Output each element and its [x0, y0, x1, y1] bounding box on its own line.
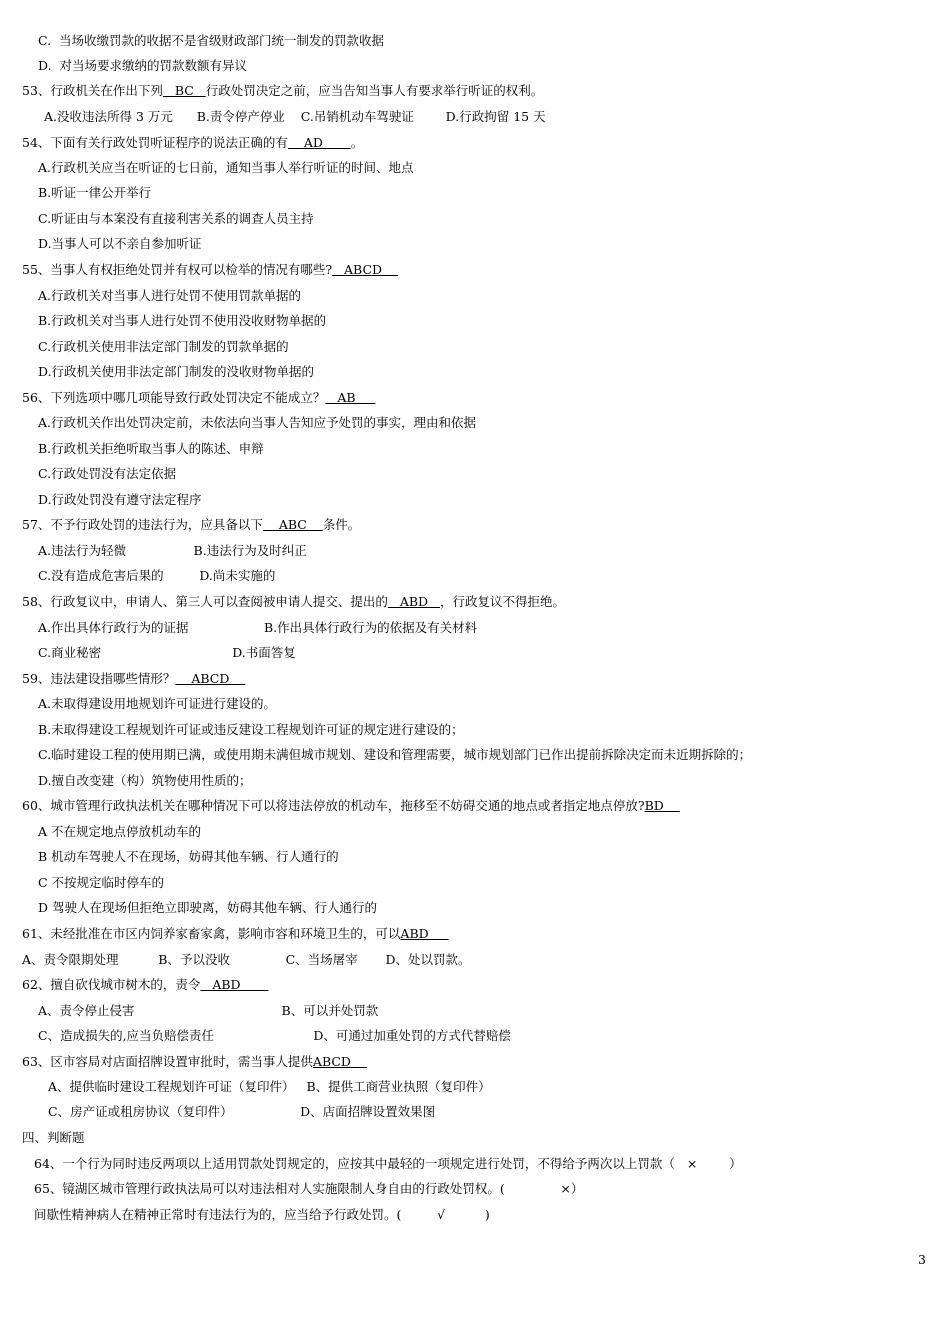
text-line	[38, 211, 314, 227]
text-line	[22, 977, 268, 993]
text-line	[38, 620, 477, 636]
line-text: B.听证一律公开举行	[38, 185, 152, 200]
line-text: A、责令限期处理 B、予以没收 C、当场屠宰 D、处以罚款。	[22, 952, 471, 967]
answer-blank: ABD	[200, 977, 269, 992]
text-line	[38, 364, 314, 380]
text-line	[38, 568, 275, 584]
line-text: B 机动车驾驶人不在现场，妨碍其他车辆、行人通行的	[38, 849, 339, 864]
line-text: 60、城市管理行政执法机关在哪种情况下可以将违法停放的机动车，拖移至不妨碍交通的地点或者指定地点停放?	[22, 798, 645, 813]
line-text: A、提供临时建设工程规划许可证（复印件） B、提供工商营业执照（复印件）	[48, 1079, 491, 1094]
text-line	[38, 339, 289, 355]
line-text: C.行政处罚没有法定依据	[38, 466, 177, 481]
text-line	[22, 798, 680, 814]
line-text: 64、一个行为同时违反两项以上适用罚款处罚规定的，应按其中最轻的一项规定进行处罚，不得给予两次以上罚款（ × ）	[34, 1156, 742, 1171]
line-text: 55、当事人有权拒绝处罚并有权可以检举的情况有哪些?	[22, 262, 333, 277]
answer-blank: ABD	[400, 926, 449, 941]
line-text: 59、违法建设指哪些情形？	[22, 671, 176, 686]
text-line	[22, 517, 360, 533]
line-text: 53、行政机关在作出下列	[22, 83, 163, 98]
line-text: A.行政机关对当事人进行处罚不使用罚款单据的	[38, 288, 302, 303]
line-text: A.行政机关作出处罚决定前，未依法向当事人告知应予处罚的事实，理由和依据	[38, 415, 477, 430]
text-line	[38, 824, 201, 840]
line-text: 63、区市容局对店面招牌设置审批时，需当事人提供	[22, 1054, 313, 1069]
text-line	[38, 875, 164, 891]
text-line	[22, 262, 398, 278]
line-text: C. 当场收缴罚款的收据不是省级财政部门统一制发的罚款收据	[38, 33, 385, 48]
text-line	[34, 1207, 490, 1223]
answer-blank: ABCD	[312, 1054, 367, 1069]
line-text: A.行政机关应当在听证的七日前，通知当事人举行听证的时间、地点	[38, 160, 414, 175]
line-text: D.当事人可以不亲自参加听证	[38, 236, 202, 251]
text-line	[38, 288, 301, 304]
text-line	[38, 415, 476, 431]
line-text: A.没收违法所得 3 万元 B.责令停产停业 C.吊销机动车驾驶证 D.行政拘留 15 天	[44, 109, 546, 124]
text-line	[22, 926, 449, 942]
text-line	[38, 313, 326, 329]
answer-blank: BC	[162, 83, 206, 98]
text-line	[38, 722, 464, 738]
text-line	[34, 1181, 583, 1197]
text-line	[22, 83, 543, 99]
line-text: C、造成损失的,应当负赔偿责任 D、可通过加重处罚的方式代替赔偿	[38, 1028, 511, 1043]
text-line	[22, 594, 565, 610]
line-text: 65、镜湖区城市管理行政执法局可以对违法相对人实施限制人身自由的行政处罚权。( ×）	[34, 1181, 584, 1196]
text-line	[38, 441, 264, 457]
line-text: A、责令停止侵害 B、可以并处罚款	[38, 1003, 379, 1018]
line-text: D 驾驶人在现场但拒绝立即驶离，妨碍其他车辆、行人通行的	[38, 900, 377, 915]
answer-blank: BD	[644, 798, 680, 813]
page-number: 3	[918, 1252, 926, 1267]
line-text: D. 对当场要求缴纳的罚款数额有异议	[38, 58, 247, 73]
text-line	[38, 1003, 378, 1019]
line-text: C、房产证或租房协议（复印件） D、店面招牌设置效果图	[48, 1104, 436, 1119]
text-line	[34, 1156, 742, 1172]
line-text: 间歇性精神病人在精神正常时有违法行为的，应当给予行政处罚。( √ )	[34, 1207, 490, 1222]
text-line	[22, 952, 470, 968]
text-line	[38, 543, 307, 559]
line-text: ，行政复议不得拒绝。	[440, 594, 566, 609]
text-line	[38, 58, 247, 74]
text-line	[38, 492, 202, 508]
line-text: 54、下面有关行政处罚听证程序的说法正确的有	[22, 135, 288, 150]
text-line	[22, 671, 245, 687]
text-line	[38, 466, 176, 482]
text-line	[38, 849, 339, 865]
line-text: 条件。	[322, 517, 361, 532]
line-text: A 不在规定地点停放机动车的	[38, 824, 202, 839]
text-line	[38, 773, 252, 789]
text-line	[38, 185, 151, 201]
text-line	[38, 747, 751, 763]
text-line	[48, 1104, 435, 1120]
line-text: 61、未经批准在市区内饲养家畜家禽，影响市容和环境卫生的，可以	[22, 926, 401, 941]
line-text: C.没有造成危害后果的 D.尚未实施的	[38, 568, 276, 583]
text-line	[38, 236, 202, 252]
line-text: B.行政机关拒绝听取当事人的陈述、申辩	[38, 441, 264, 456]
line-text: 62、擅自砍伐城市树木的，责令	[22, 977, 201, 992]
answer-blank: ABC	[262, 517, 323, 532]
line-text: 。	[350, 135, 364, 150]
line-text: C 不按规定临时停车的	[38, 875, 165, 890]
answer-blank: ABD	[387, 594, 440, 609]
text-line	[38, 900, 377, 916]
text-line	[38, 33, 384, 49]
text-line	[22, 1130, 85, 1146]
line-text: B.行政机关对当事人进行处罚不使用没收财物单据的	[38, 313, 327, 328]
line-text: B.未取得建设工程规划许可证或违反建设工程规划许可证的规定进行建设的；	[38, 722, 464, 737]
text-line	[22, 390, 375, 406]
line-text: D.擅自改变建（构）筑物使用性质的；	[38, 773, 252, 788]
text-line	[38, 645, 296, 661]
line-text: 行政处罚决定之前，应当告知当事人有要求举行听证的权利。	[205, 83, 544, 98]
line-text: A.作出具体行政行为的证据 B.作出具体行政行为的依据及有关材料	[38, 620, 478, 635]
line-text: C.行政机关使用非法定部门制发的罚款单据的	[38, 339, 289, 354]
answer-blank: ABCD	[175, 671, 246, 686]
line-text: 56、下列选项中哪几项能导致行政处罚决定不能成立？	[22, 390, 326, 405]
text-line	[44, 109, 546, 125]
line-text: 57、不予行政处罚的违法行为，应具备以下	[22, 517, 263, 532]
line-text: C.商业秘密 D.书面答复	[38, 645, 296, 660]
text-line	[22, 1054, 367, 1070]
answer-blank: AB	[325, 390, 376, 405]
line-text: 58、行政复议中，申请人、第三人可以查阅被申请人提交、提出的	[22, 594, 388, 609]
text-line	[38, 160, 414, 176]
line-text: D.行政处罚没有遵守法定程序	[38, 492, 202, 507]
answer-blank: AD	[287, 135, 351, 150]
line-text: C.临时建设工程的使用期已满，或使用期未满但城市规划、建设和管理需要，城市规划部门已作出提前拆除决定而未近期拆除的；	[38, 747, 752, 762]
text-line	[22, 135, 363, 151]
text-line	[48, 1079, 491, 1095]
line-text: 四、判断题	[22, 1130, 85, 1145]
text-line	[38, 1028, 511, 1044]
text-line	[38, 696, 276, 712]
line-text: A.违法行为轻微 B.违法行为及时纠正	[38, 543, 307, 558]
line-text: A.未取得建设用地规划许可证进行建设的。	[38, 696, 277, 711]
line-text: D.行政机关使用非法定部门制发的没收财物单据的	[38, 364, 315, 379]
answer-blank: ABCD	[332, 262, 398, 277]
line-text: C.听证由与本案没有直接利害关系的调查人员主持	[38, 211, 314, 226]
